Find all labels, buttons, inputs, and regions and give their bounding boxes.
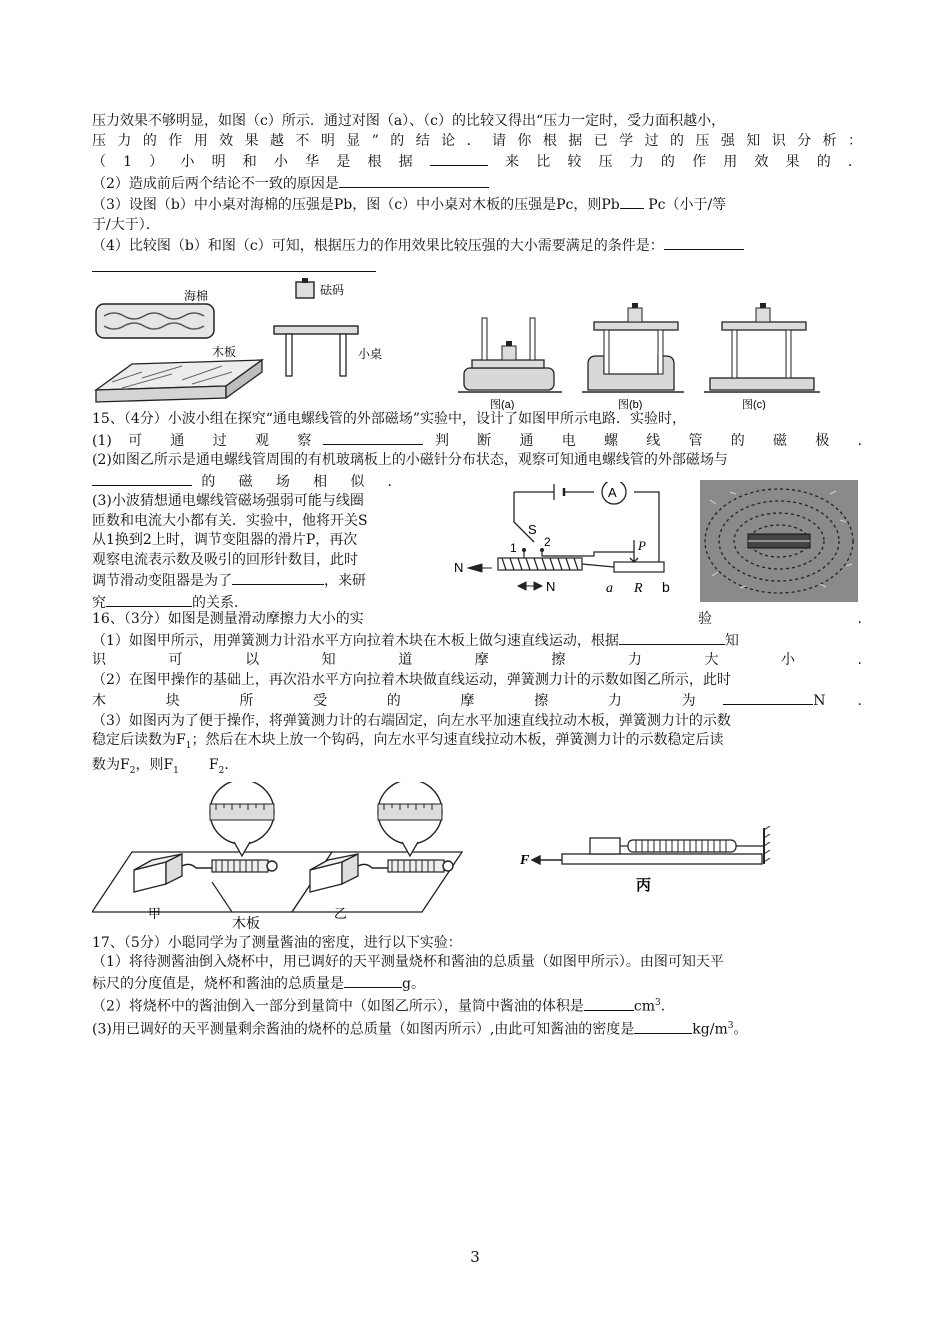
- answer-blank[interactable]: [106, 592, 192, 607]
- q14-line-5: （3）设图（b）中小桌对海棉的压强是Pb，图（c）中小桌对木板的压强是Pc，则Pb Pc（小于/等: [92, 194, 862, 216]
- answer-blank[interactable]: [339, 173, 489, 188]
- answer-blank[interactable]: [232, 570, 324, 585]
- sponge-block: [96, 288, 214, 338]
- q16-line-5: 木 块 所 受 的 摩 擦 力 为 N .: [92, 690, 862, 712]
- compass-needle-icon: [468, 564, 492, 572]
- svg-text:N: N: [546, 579, 556, 594]
- solenoid-coil: [498, 558, 582, 570]
- q14-line-2: 压力的作用效果越不明显”的结论．请你根据已学过的压强知识分析：: [92, 132, 862, 149]
- svg-text:甲: 甲: [148, 905, 162, 921]
- answer-blank[interactable]: [323, 430, 423, 445]
- q16-line-4: （2）在图甲操作的基础上，再次沿水平方向拉着木块做直线运动，弹簧测力计的示数如图乙所示，此时: [92, 671, 731, 688]
- weight-block: [296, 278, 344, 298]
- answer-blank[interactable]: [344, 973, 402, 988]
- svg-text:1: 1: [510, 541, 517, 555]
- q14-line-3: （1）小明和小华是根据 来比较压力的作用效果的．: [92, 151, 862, 173]
- figure-a: [458, 318, 562, 410]
- q15-line-1: 15、（4分）小波小组在探究“通电螺线管的外部磁场”实验中，设计了如图甲所示电路．实验时，: [92, 411, 687, 427]
- magnetic-field-image: [700, 480, 858, 602]
- svg-text:F: F: [520, 852, 530, 868]
- answer-blank[interactable]: [664, 235, 744, 250]
- q14-line-7: （4）比较图（b）和图（c）可知，根据压力的作用效果比较压强的大小需要满足的条件是：: [92, 235, 862, 257]
- svg-text:丙: 丙: [636, 876, 652, 894]
- answer-blank[interactable]: [92, 471, 192, 486]
- svg-text:乙: 乙: [334, 905, 348, 921]
- q15-line-4: 的 磁 场 相 似 .: [92, 471, 392, 493]
- q15-line-2: (1) 可 通 过 观 察 判 断 通 电 螺 线 管 的 磁 极 .: [92, 430, 862, 452]
- svg-text:木板: 木板: [232, 914, 260, 931]
- svg-text:图(b): 图(b): [618, 399, 643, 410]
- svg-text:2: 2: [544, 535, 551, 549]
- q17-line-2: （1）将待测酱油倒入烧杯中，用已调好的天平测量烧杯和酱油的总质量（如图甲所示）。由图可知天平: [92, 954, 724, 971]
- figure-c: [704, 303, 820, 410]
- q14-line-4: （2）造成前后两个结论不一致的原因是: [92, 173, 862, 195]
- wood-board: [96, 344, 262, 402]
- svg-text:N: N: [454, 560, 464, 575]
- q15-line-5: (3)小波猜想通电螺线管磁场强弱可能与线圈: [92, 493, 364, 509]
- svg-text:A: A: [608, 485, 617, 500]
- svg-text:砝码: 砝码: [320, 283, 345, 297]
- svg-text:小桌: 小桌: [358, 347, 383, 361]
- figure-b: [582, 303, 684, 410]
- q15-line-7: 从1换到2上时，调节变阻器的滑片P，再次: [92, 532, 358, 548]
- rheostat: [614, 562, 664, 572]
- svg-text:图(c): 图(c): [742, 399, 766, 410]
- q16-line-1: 16、（3分）如图是测量滑动摩擦力大小的实 验 .: [92, 611, 862, 627]
- svg-text:P: P: [638, 538, 646, 553]
- answer-blank[interactable]: [430, 151, 488, 166]
- answer-blank[interactable]: [619, 630, 725, 645]
- answer-blank[interactable]: [584, 996, 634, 1011]
- q17-line-3: 标尺的分度值是，烧杯和酱油的总质量是 g。: [92, 973, 862, 995]
- compass-needle-bottom-icon: [518, 582, 542, 590]
- q16-figure: [92, 782, 862, 934]
- svg-text:b: b: [662, 579, 670, 595]
- circuit-diagram: [454, 482, 684, 610]
- page-body: [92, 112, 862, 1040]
- q15-line-10: 究 的关系．: [92, 592, 452, 614]
- svg-text:a: a: [606, 581, 613, 596]
- answer-blank[interactable]: [634, 1019, 692, 1034]
- q14-line-1: 压力效果不够明显，如图（c）所示．通过对图（a）、（c）的比较又得出“压力一定时，受力面积越小，: [92, 113, 726, 129]
- q15-line-6: 匝数和电流大小都有关．实验中，他将开关S: [92, 512, 368, 529]
- q16-line-6: （3）如图丙为了便于操作，将弹簧测力计的右端固定，向左水平加速直线拉动木板，弹簧测力计的示数: [92, 712, 731, 729]
- small-table: [274, 326, 382, 376]
- q17-line-5: (3)用已调好的天平测量剩余酱油的烧杯的总质量（如图丙所示）,由此可知酱油的密度是 $kg/m^3$。: [92, 1017, 862, 1040]
- answer-blank[interactable]: [620, 194, 644, 209]
- figure-bing: [519, 826, 770, 894]
- q15-line-3: (2)如图乙所示是通电螺线管周围的有机玻璃板上的小磁针分布状态，观察可知通电螺线管的外部磁场与: [92, 452, 728, 468]
- svg-text:S: S: [528, 522, 537, 537]
- svg-text:海棉: 海棉: [184, 289, 209, 303]
- answer-blank[interactable]: [92, 257, 376, 272]
- q14-line-6: 于/大于）．: [92, 216, 160, 233]
- svg-text:R: R: [634, 581, 643, 596]
- q16-line-8: 数为$F_2$，则$F_1$ $F_2$.: [92, 757, 229, 777]
- q14-line-8: [92, 257, 862, 279]
- q15-line-9: 调节滑动变阻器是为了 ，来研: [92, 570, 452, 592]
- svg-text:图(a): 图(a): [490, 399, 515, 410]
- svg-text:木板: 木板: [212, 345, 237, 359]
- q15-block: [92, 485, 862, 611]
- q16-line-3: 识 可 以 知 道 摩 擦 力 大 小 .: [92, 652, 862, 668]
- q14-figure: [92, 278, 862, 410]
- q15-line-8: 观察电流表示数及吸引的回形针数目，此时: [92, 551, 358, 568]
- q17-line-4: （2）将烧杯中的酱油倒入一部分到量筒中（如图乙所示），量筒中酱油的体积是 $cm^3$.: [92, 994, 862, 1017]
- answer-blank[interactable]: [723, 690, 813, 705]
- q16-line-7: 稳定后读数为$F_1$；然后在木块上放一个钩码，向左水平匀速直线拉动木板，弹簧测力计的示数稳定后读: [92, 732, 724, 751]
- q16-line-2: （1）如图甲所示，用弹簧测力计沿水平方向拉着木块在木板上做匀速直线运动，根据 知: [92, 630, 862, 652]
- page-number: 3: [470, 1248, 480, 1266]
- q17-line-1: 17、（5分）小聪同学为了测量酱油的密度，进行以下实验：: [92, 934, 462, 951]
